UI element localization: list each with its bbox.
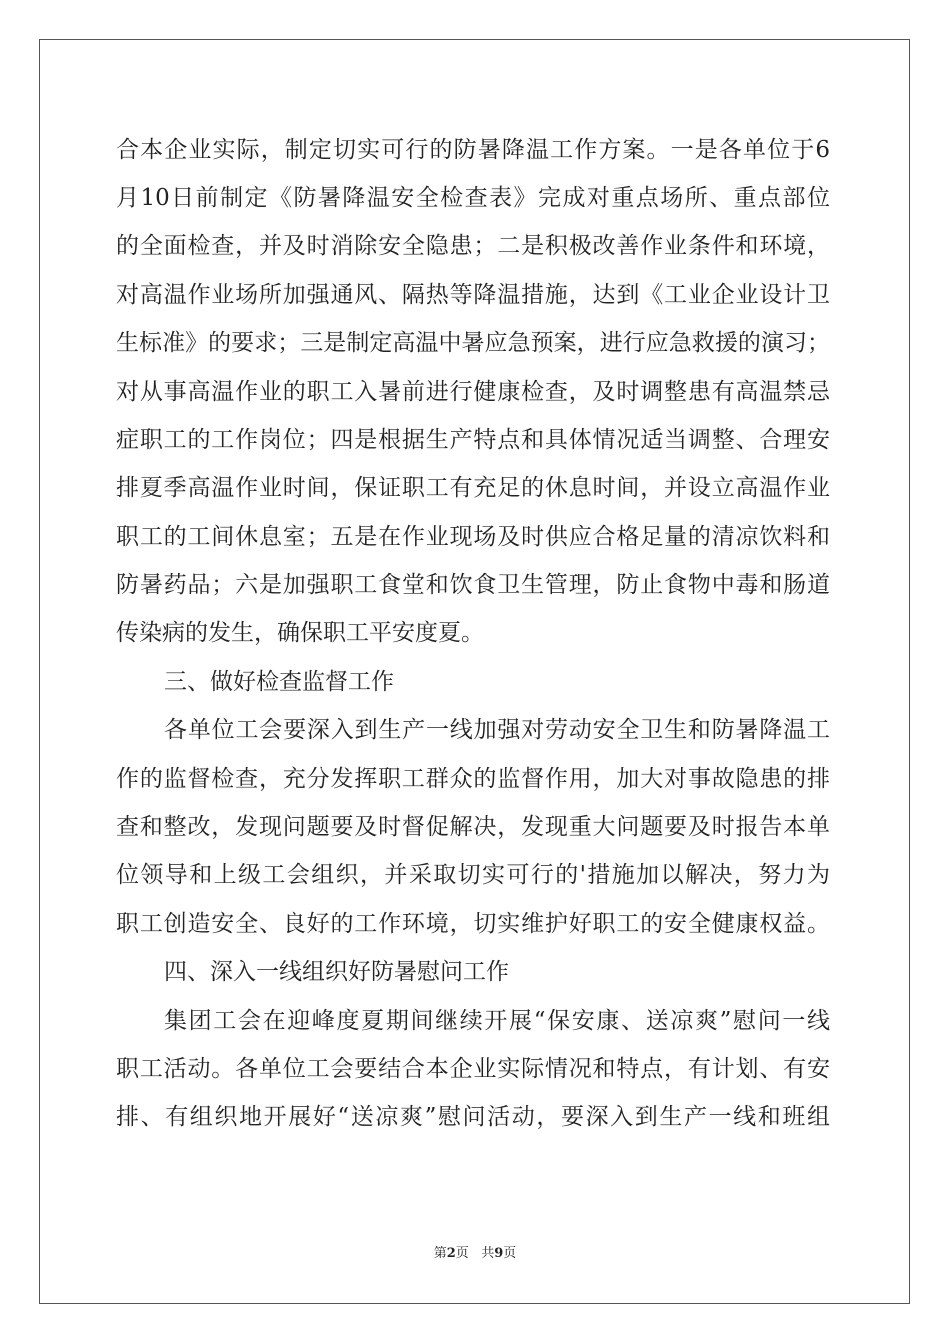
total-prefix: 共 [481, 1246, 495, 1261]
paragraph-line: 生标准》的要求；三是制定高温中暑应急预案，进行应急救援的演习； [116, 330, 830, 356]
paragraph-line: 集团工会在迎峰度夏期间继续开展“保安康、送凉爽”慰问一线 [164, 1008, 830, 1034]
paragraph-line: 职工创造安全、良好的工作环境，切实维护好职工的安全健康权益。 [116, 911, 830, 937]
page-prefix: 第 [433, 1246, 447, 1261]
total-suffix: 页 [503, 1246, 517, 1261]
paragraph-line: 症职工的工作岗位；四是根据生产特点和具体情况适当调整、合理安 [116, 427, 830, 453]
paragraph-line: 月10日前制定《防暑降温安全检查表》完成对重点场所、重点部位 [116, 185, 830, 211]
paragraph-line: 查和整改，发现问题要及时督促解决，发现重大问题要及时报告本单 [116, 814, 830, 840]
page-suffix: 页 [455, 1246, 469, 1261]
paragraph-line: 合本企业实际，制定切实可行的防暑降温工作方案。一是各单位于6 [116, 137, 830, 163]
section-heading: 三、做好检查监督工作 [164, 669, 394, 695]
paragraph-line: 位领导和上级工会组织，并采取切实可行的'措施加以解决，努力为 [116, 862, 830, 888]
total-pages: 9 [494, 1246, 504, 1261]
paragraph-line: 对从事高温作业的职工入暑前进行健康检查，及时调整患有高温禁忌 [116, 379, 830, 405]
paragraph-line: 排夏季高温作业时间，保证职工有充足的休息时间，并设立高温作业 [116, 475, 830, 501]
paragraph-line: 的全面检查，并及时消除安全隐患；二是积极改善作业条件和环境， [116, 233, 830, 259]
section-heading: 四、深入一线组织好防暑慰问工作 [164, 959, 509, 985]
paragraph-line: 防暑药品；六是加强职工食堂和饮食卫生管理，防止食物中毒和肠道 [116, 572, 830, 598]
paragraph-line: 职工活动。各单位工会要结合本企业实际情况和特点，有计划、有安 [116, 1056, 830, 1082]
paragraph-line: 排、有组织地开展好“送凉爽”慰问活动，要深入到生产一线和班组 [116, 1104, 830, 1130]
paragraph-line: 对高温作业场所加强通风、隔热等降温措施，达到《工业企业设计卫 [116, 282, 830, 308]
page-number: 2 [446, 1246, 456, 1261]
paragraph-line: 各单位工会要深入到生产一线加强对劳动安全卫生和防暑降温工 [164, 717, 830, 743]
paragraph-line: 职工的工间休息室；五是在作业现场及时供应合格足量的清凉饮料和 [116, 524, 830, 550]
page-footer [0, 1245, 950, 1263]
paragraph-line: 作的监督检查，充分发挥职工群众的监督作用，加大对事故隐患的排 [116, 766, 830, 792]
paragraph-line: 传染病的发生，确保职工平安度夏。 [116, 620, 484, 646]
